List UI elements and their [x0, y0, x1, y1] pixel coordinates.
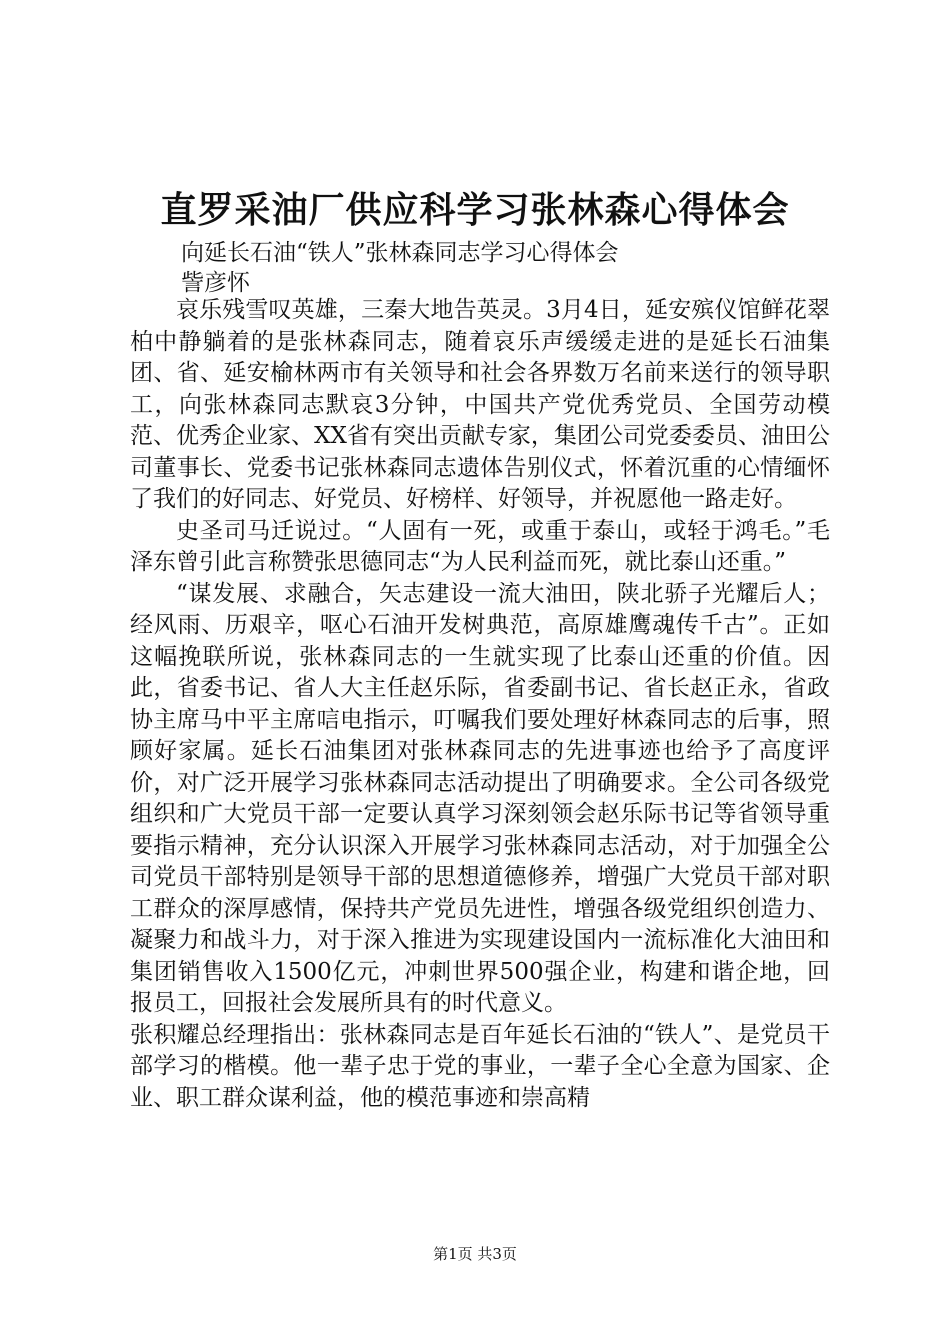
document-subtitle: 向延长石油“铁人”张林森同志学习心得体会 — [181, 240, 619, 266]
document-title: 直罗采油厂供应科学习张林森心得体会 — [160, 189, 790, 231]
body-paragraph: 张积耀总经理指出：张林森同志是百年延长石油的“铁人”、是党员干部学习的楷模。他一辈子忠于党的事业，一辈子全心全意为国家、企业、职工群众谋利益，他的模范事迹和崇高精 — [130, 1021, 830, 1111]
document-body — [130, 295, 830, 1114]
body-paragraph: 哀乐残雪叹英雄，三秦大地告英灵。3月4日，延安殡仪馆鲜花翠柏中静躺着的是张林森同志，随着哀乐声缓缓走进的是延长石油集团、省、延安榆林两市有关领导和社会各界数万名前来送行的领导职工，向张林森同志默哀3分钟，中国共产党优秀党员、全国劳动模范、优秀企业家、XX省有突出贡献专家，集团公司党委委员、油田公司董事长、党委书记张林森同志遗体告别仪式，怀着沉重的心情缅怀了我们的好同志、好党员、好榜样、好领导，并祝愿他一路走好。 — [130, 297, 830, 512]
body-paragraph: “谋发展、求融合，矢志建设一流大油田，陕北骄子光耀后人；经风雨、历艰辛，呕心石油开发树典范，高原雄鹰魂传千古”。正如这幅挽联所说，张林森同志的一生就实现了比泰山还重的价值。因此，省委书记、省人大主任赵乐际，省委副书记、省长赵正永，省政协主席马中平主席唁电指示，叮嘱我们要处理好林森同志的后事，照顾好家属。延长石油集团对张林森同志的先进事迹也给予了高度评价，对广泛开展学习张林森同志活动提出了明确要求。全公司各级党组织和广大党员干部一定要认真学习深刻领会赵乐际书记等省领导重要指示精神，充分认识深入开展学习张林森同志活动，对于加强全公司党员干部特别是领导干部的思想道德修养，增强广大党员干部对职工群众的深厚感情，保持共产党员先进性，增强各级党组织创造力、凝聚力和战斗力，对于深入推进为实现建设国内一流标准化大油田和集团销售收入1500亿元，冲刺世界500强企业，构建和谐企地，回报员工，回报社会发展所具有的时代意义。 — [130, 580, 830, 1016]
body-paragraph: 史圣司马迁说过。“人固有一死，或重于泰山，或轻于鸿毛。”毛泽东曾引此言称赞张思德同志“为人民利益而死，就比泰山还重。” — [130, 517, 830, 575]
document-author: 訾彦怀 — [181, 270, 250, 296]
page-footer: 第1页 共3页 — [433, 1245, 517, 1263]
